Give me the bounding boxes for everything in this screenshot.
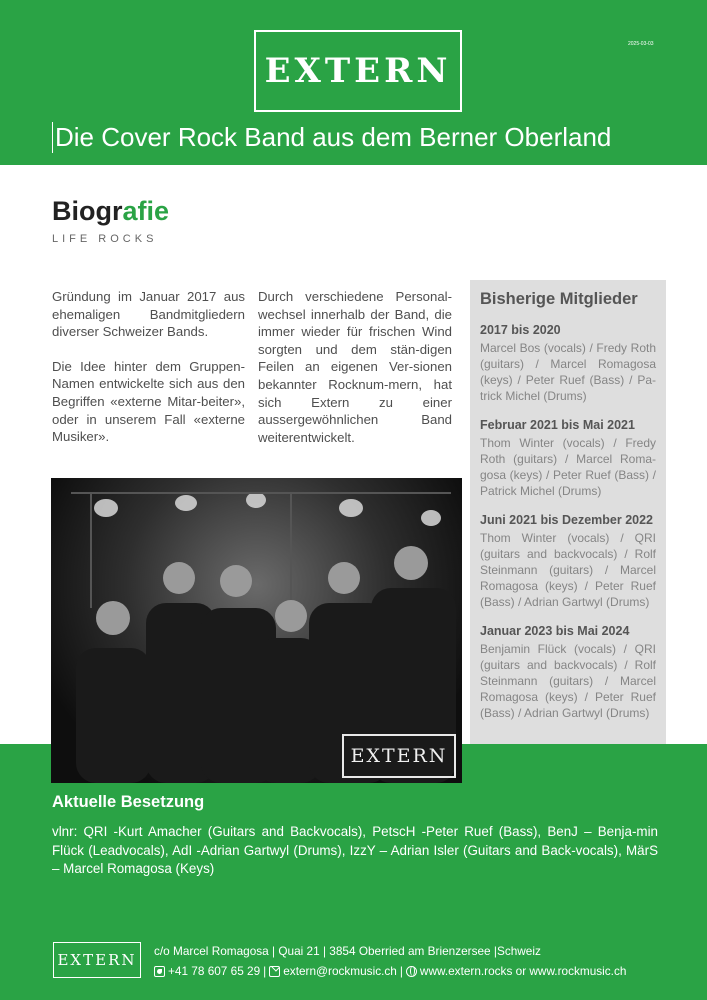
period-heading: Juni 2021 bis Dezember 2022 [480,513,654,527]
footer-contacts [154,964,626,978]
former-members-box [470,280,666,744]
biography-paragraph: Gründung im Januar 2017 aus ehemaligen Bandmitgliedern diverser Schweizer Bands. [52,289,245,340]
member-period [480,624,656,721]
biography-title-part2: afie [122,196,170,226]
phone-icon [154,966,165,977]
extern-logo [254,30,462,112]
footer-logo [53,942,141,978]
biography-paragraph: Die Idee hinter dem Gruppen-Namen entwickelte sich aus den Begriffen «externe Mitar-beiter», oder in unserem Fall «externe Musiker». [52,358,245,445]
biography-title-part1: Biogr [52,196,123,226]
document-date: 2025-03-03 [628,41,654,47]
footer-phone[interactable]: +41 78 607 65 29 [168,964,261,978]
period-heading: 2017 bis 2020 [480,323,561,337]
globe-icon [406,966,417,977]
biography-column-2 [258,288,452,446]
email-icon [269,966,280,977]
period-members: Marcel Bos (vocals) / Fredy Roth (guitars) / Marcel Romagosa (keys) / Peter Ruef (Bass) / Pa-trick Michel (Drums) [480,341,656,403]
current-lineup-title: Aktuelle Besetzung [52,793,205,811]
member-period [480,513,656,610]
footer-logo-text: EXTERN [57,951,137,969]
photo-logo [342,734,456,778]
footer-address: c/o Marcel Romagosa | Quai 21 | 3854 Oberried am Brienzersee |Schweiz [154,944,541,958]
footer-web[interactable]: www.extern.rocks or www.rockmusic.ch [419,964,627,978]
footer-separator: | [399,964,403,978]
biography-column-1 [52,288,245,446]
period-members: Thom Winter (vocals) / Fredy Roth (guitars) / Marcel Roma-gosa (keys) / Peter Ruef (Bass) / Patrick Michel (Drums) [480,436,656,498]
footer-separator: | [263,964,267,978]
photo-logo-text: EXTERN [350,745,448,767]
former-members-title: Bisherige Mitglieder [480,290,638,308]
tagline: Die Cover Rock Band aus dem Berner Oberland [52,122,611,153]
biography-paragraph: Durch verschiedene Personal-wechsel innerhalb der Band, die immer wieder für frischen Wind sorgten und dem stän-digen Feilen an eigenen Ver-sionen bekannter Rocknum-mern, hat sich Extern zu einer aussergewöhnlichen Band weiterentwickelt. [258,289,452,445]
period-members: Benjamin Flück (vocals) / QRI (guitars and backvocals) / Rolf Steinmann (guitars) / Marcel Romagosa (keys) / Peter Ruef (Bass) / Adrian Gartwyl (Drums) [480,642,656,720]
member-period [480,418,656,499]
biography-subtitle: LIFE ROCKS [52,233,158,245]
member-period [480,323,656,404]
logo-text: EXTERN [264,51,452,91]
period-heading: Januar 2023 bis Mai 2024 [480,624,630,638]
header-band [0,0,707,165]
footer-email[interactable]: extern@rockmusic.ch [283,964,397,978]
period-heading: Februar 2021 bis Mai 2021 [480,418,635,432]
period-members: Thom Winter (vocals) / QRI (guitars and backvocals) / Rolf Steinmann (guitars) / Marcel Romagosa (keys) / Peter Ruef (Bass) / Adrian Gartwyl (Drums) [480,531,656,609]
biography-title [52,196,169,227]
current-lineup-text: vlnr: QRI -Kurt Amacher (Guitars and Backvocals), PetscH -Peter Ruef (Bass), BenJ – Benja-min Flück (Leadvocals), AdI -Adrian Gartwyl (Drums), IzzY – Adrian Isler (Guitars and Back-vocals), MärS – Marcel Romagosa (Keys) [52,824,658,876]
